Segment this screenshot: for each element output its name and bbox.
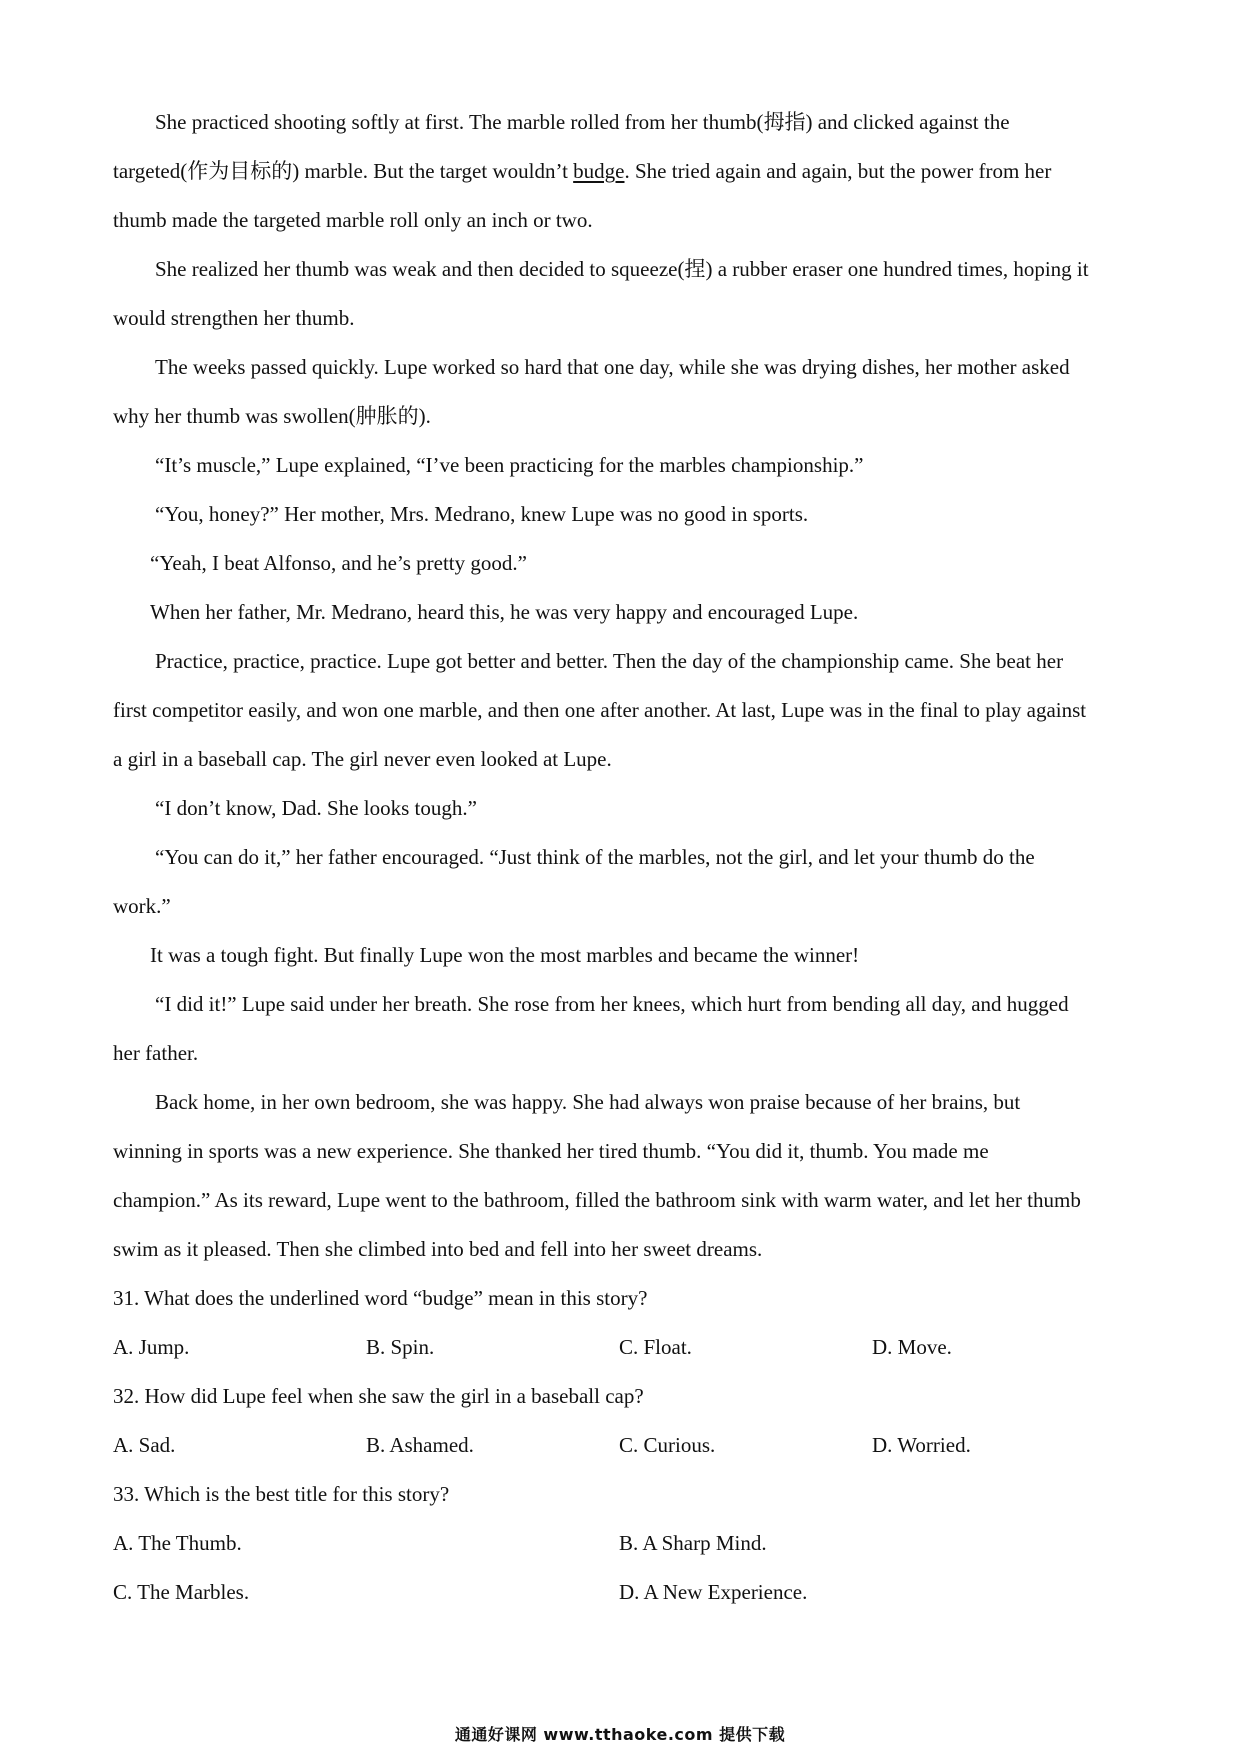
paragraph-line: work.” (113, 894, 171, 918)
paragraph-line: champion.” As its reward, Lupe went to the bathroom, filled the bathroom sink with warm water, and let her thumb (113, 1188, 1081, 1212)
paragraph-line: She practiced shooting softly at first. The marble rolled from her thumb(拇指) and clicked against the (155, 110, 1010, 134)
option-c: C. Float. (619, 1335, 692, 1359)
paragraph-line (113, 147, 1143, 196)
paragraph-line: “I did it!” Lupe said under her breath. She rose from her knees, which hurt from bending all day, and hugged (155, 992, 1069, 1016)
paragraph-line: thumb made the targeted marble roll only an inch or two. (113, 208, 593, 232)
paragraph-line: “Yeah, I beat Alfonso, and he’s pretty good.” (150, 551, 527, 575)
paragraph-line: would strengthen her thumb. (113, 306, 355, 330)
paragraph-line: swim as it pleased. Then she climbed into bed and fell into her sweet dreams. (113, 1237, 763, 1261)
paragraph-line: “You, honey?” Her mother, Mrs. Medrano, knew Lupe was no good in sports. (155, 502, 809, 526)
paragraph-line: “It’s muscle,” Lupe explained, “I’ve been practicing for the marbles championship.” (155, 453, 864, 477)
text-segment: targeted(作为目标的) marble. But the target wouldn’t (113, 159, 574, 183)
paragraph-line: winning in sports was a new experience. She thanked her tired thumb. “You did it, thumb. You made me (113, 1139, 989, 1163)
paragraph-line: Practice, practice, practice. Lupe got better and better. Then the day of the championship came. She beat her (155, 649, 1064, 673)
paragraph-line: Back home, in her own bedroom, she was happy. She had always won praise because of her brains, but (155, 1090, 1021, 1114)
paragraph-line: When her father, Mr. Medrano, heard this, he was very happy and encouraged Lupe. (150, 600, 859, 624)
question-options (113, 1421, 1143, 1470)
paragraph-line: why her thumb was swollen(肿胀的). (113, 404, 431, 428)
option-d: D. Worried. (872, 1433, 971, 1457)
option-a: A. Sad. (113, 1433, 176, 1457)
question-options (113, 1568, 1143, 1617)
paragraph-line: She realized her thumb was weak and then decided to squeeze(捏) a rubber eraser one hundred times, hoping it (155, 257, 1089, 281)
option-d: D. Move. (872, 1335, 952, 1359)
option-a: A. The Thumb. (113, 1531, 242, 1555)
question-stem: 33. Which is the best title for this story? (113, 1482, 450, 1506)
paragraph-line: first competitor easily, and won one marble, and then one after another. At last, Lupe was in the final to play against (113, 698, 1087, 722)
option-d: D. A New Experience. (619, 1580, 808, 1604)
option-c: C. Curious. (619, 1433, 716, 1457)
option-a: A. Jump. (113, 1335, 190, 1359)
paragraph-line: her father. (113, 1041, 199, 1065)
passage-body (113, 98, 1143, 1617)
paragraph-line: “You can do it,” her father encouraged. “Just think of the marbles, not the girl, and let your thumb do the (155, 845, 1035, 869)
question-options (113, 1519, 1143, 1568)
paragraph-line: The weeks passed quickly. Lupe worked so hard that one day, while she was drying dishes, her mother asked (155, 355, 1070, 379)
option-b: B. Spin. (366, 1335, 435, 1359)
text-segment: . She tried again and again, but the power from her (624, 159, 1052, 183)
paragraph-line: It was a tough fight. But finally Lupe won the most marbles and became the winner! (150, 943, 860, 967)
underlined-word: budge (573, 159, 625, 183)
option-b: B. Ashamed. (366, 1433, 474, 1457)
question-options (113, 1323, 1143, 1372)
option-c: C. The Marbles. (113, 1580, 250, 1604)
option-b: B. A Sharp Mind. (619, 1531, 767, 1555)
question-stem: 32. How did Lupe feel when she saw the girl in a baseball cap? (113, 1384, 644, 1408)
question-stem: 31. What does the underlined word “budge” mean in this story? (113, 1286, 648, 1310)
paragraph-line: a girl in a baseball cap. The girl never even looked at Lupe. (113, 747, 612, 771)
page-footer: 通通好课网 www.tthaoke.com 提供下载 (454, 1725, 786, 1744)
paragraph-line: “I don’t know, Dad. She looks tough.” (155, 796, 477, 820)
